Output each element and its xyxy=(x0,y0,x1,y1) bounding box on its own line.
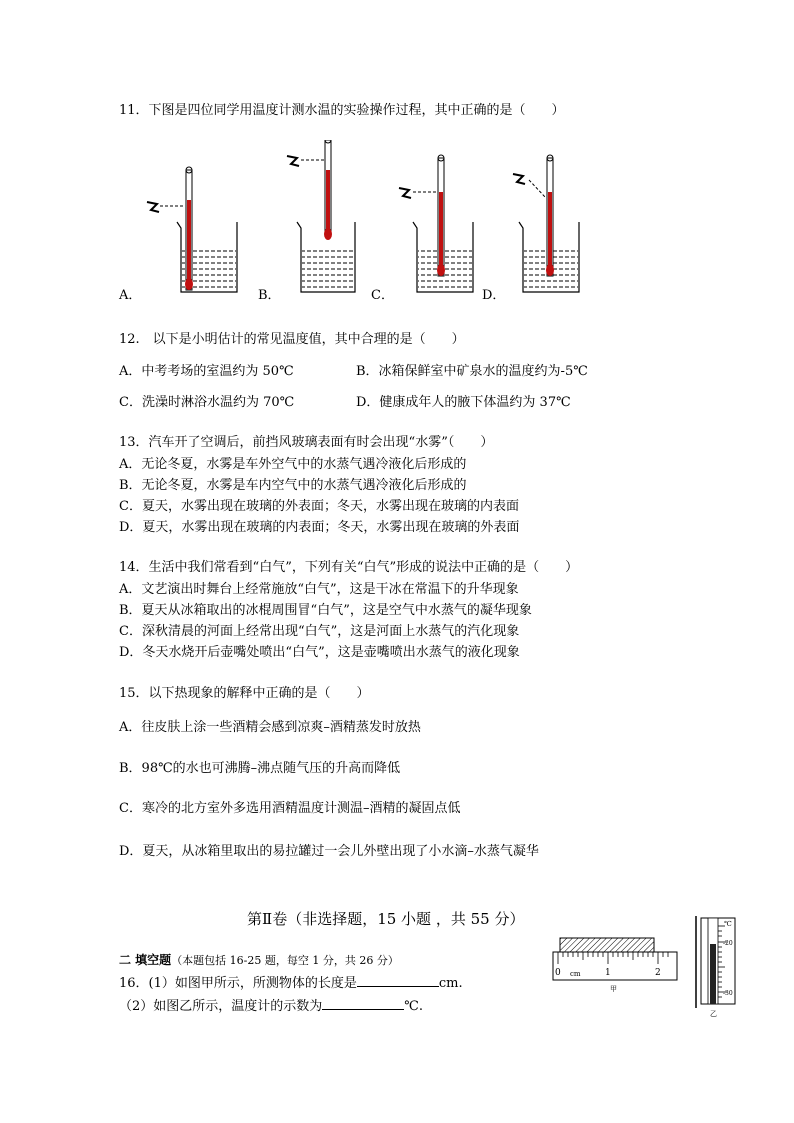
q11-label-d: D． xyxy=(482,288,506,303)
q13-option-a: A．无论冬夏，水雾是车外空气中的水蒸气遇冷液化后形成的 xyxy=(119,457,467,472)
measured-object xyxy=(560,938,654,952)
thermo-unit: ℃ xyxy=(724,920,732,928)
thermometer-liquid xyxy=(710,944,716,1004)
q11-label-b: B． xyxy=(258,288,281,303)
ruler-unit: cm xyxy=(570,970,581,978)
q11-label-a: A． xyxy=(119,288,142,303)
q16-line2 xyxy=(119,995,423,1014)
q14-option-d: D．冬天水烧开后壶嘴处喷出“白气”，这是壶嘴喷出水蒸气的液化现象 xyxy=(119,645,520,660)
ruler-figure xyxy=(550,932,680,997)
q13-option-d: D．夏天，水雾出现在玻璃的内表面；冬天，水雾出现在玻璃的外表面 xyxy=(119,520,520,535)
beaker-a xyxy=(147,167,237,292)
q13-option-c: C．夏天，水雾出现在玻璃的外表面；冬天，水雾出现在玻璃的内表面 xyxy=(119,499,519,514)
part2-title: 第Ⅱ卷（非选择题，15 小题 ，共 55 分） xyxy=(247,910,525,928)
q12-option-b: B．冰箱保鲜室中矿泉水的温度约为-5℃ xyxy=(356,364,588,379)
q16-line2-prefix: （2）如图乙所示，温度计的示数为 xyxy=(119,999,323,1014)
q16-line2-unit: ℃. xyxy=(404,999,423,1014)
beaker-c xyxy=(399,155,473,292)
q12-option-a: A．中考考场的室温约为 50℃ xyxy=(119,364,294,379)
thermo-tick-20: -20 xyxy=(723,940,733,947)
q16-line1 xyxy=(119,972,463,991)
section-note: （本题包括 16-25 题，每空 1 分，共 26 分） xyxy=(171,954,399,967)
beaker-b xyxy=(287,140,355,292)
q16-blank-2[interactable] xyxy=(322,997,404,1010)
q15-stem: 15．以下热现象的解释中正确的是（ ） xyxy=(119,686,370,701)
q15-option-d: D．夏天，从冰箱里取出的易拉罐过一会儿外壁出现了小水滴–水蒸气凝华 xyxy=(119,844,539,859)
ruler-tick-0: 0 xyxy=(555,968,561,978)
q13-stem: 13．汽车开了空调后，前挡风玻璃表面有时会出现“水雾”（ ） xyxy=(119,435,494,450)
thermo-tick-30: -30 xyxy=(723,990,733,997)
section-heading: 二 填空题 xyxy=(119,953,172,967)
q16-line1-prefix: 16．(1）如图甲所示，所测物体的长度是 xyxy=(119,976,357,991)
q14-option-a: A．文艺演出时舞台上经常施放“白气”，这是干冰在常温下的升华现象 xyxy=(119,582,519,597)
beaker-d xyxy=(513,155,579,292)
q12-stem: 12. 以下是小明估计的常见温度值，其中合理的是（ ） xyxy=(119,332,465,347)
ruler-tick-2: 2 xyxy=(655,968,661,978)
thermometer-figure xyxy=(693,916,741,1018)
q15-option-b: B．98℃的水也可沸腾–沸点随气压的升高而降低 xyxy=(119,761,401,776)
q15-option-c: C．寒冷的北方室外多选用酒精温度计测温–酒精的凝固点低 xyxy=(119,801,461,816)
thermo-caption: 乙 xyxy=(710,1010,717,1018)
q13-option-b: B．无论冬夏，水雾是车内空气中的水蒸气遇冷液化后形成的 xyxy=(119,478,467,493)
ruler-caption: 甲 xyxy=(610,985,617,993)
q15-option-a: A．往皮肤上涂一些酒精会感到凉爽–酒精蒸发时放热 xyxy=(119,720,421,735)
ruler-tick-1: 1 xyxy=(605,968,611,978)
q14-stem: 14．生活中我们常看到“白气”，下列有关“白气”形成的说法中正确的是（ ） xyxy=(119,560,579,575)
q16-blank-1[interactable] xyxy=(357,974,439,987)
q12-option-d: D．健康成年人的腋下体温约为 37℃ xyxy=(356,395,571,410)
q11-figure xyxy=(115,140,585,305)
q14-option-b: B．夏天从冰箱取出的冰棍周围冒“白气”，这是空气中水蒸气的凝华现象 xyxy=(119,603,532,618)
q14-option-c: C．深秋清晨的河面上经常出现“白气”，这是河面上水蒸气的汽化现象 xyxy=(119,624,520,639)
q11-stem: 11．下图是四位同学用温度计测水温的实验操作过程，其中正确的是（ ） xyxy=(119,103,565,118)
q11-label-c: C． xyxy=(371,288,394,303)
q12-option-c: C．洗澡时淋浴水温约为 70℃ xyxy=(119,395,295,410)
q16-line1-unit: cm. xyxy=(438,976,463,991)
